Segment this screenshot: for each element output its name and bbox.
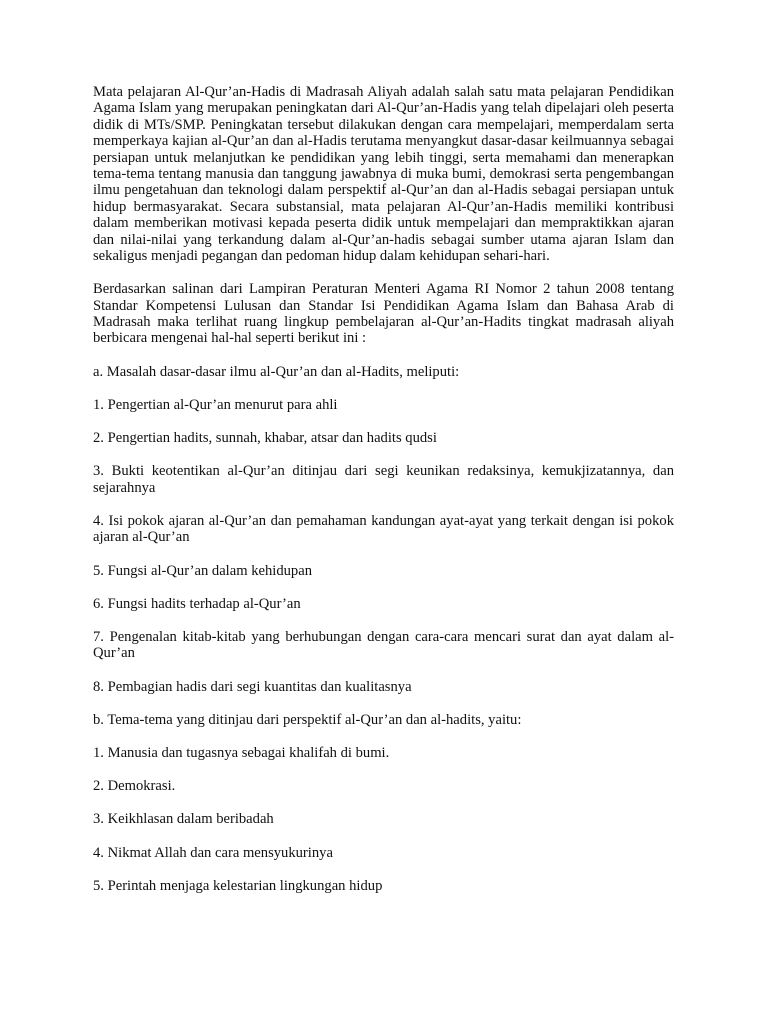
document-page (93, 84, 674, 911)
list-item: 2. Demokrasi. (93, 778, 176, 795)
section-b-heading: b. Tema-tema yang ditinjau dari perspektif al-Qur’an dan al-hadits, yaitu: (93, 711, 522, 728)
list-item: 5. Fungsi al-Qur’an dalam kehidupan (93, 562, 312, 579)
list-item: 1. Pengertian al-Qur’an menurut para ahli (93, 396, 338, 413)
list-item: 2. Pengertian hadits, sunnah, khabar, atsar dan hadits qudsi (93, 430, 437, 447)
scope-paragraph: Berdasarkan salinan dari Lampiran Peraturan Menteri Agama RI Nomor 2 tahun 2008 tentang Standar Kompetensi Lulusan dan Standar Isi Pendidikan Agama Islam dan Bahasa Arab di Madrasah maka terlihat ruang lingkup pembelajaran al-Qur’an-Hadits tingkat madrasah aliyah berbicara mengenai hal-hal seperti berikut ini : (93, 281, 674, 347)
list-item: 6. Fungsi hadits terhadap al-Qur’an (93, 595, 301, 612)
list-item: 8. Pembagian hadis dari segi kuantitas dan kualitasnya (93, 678, 412, 695)
list-item: 4. Isi pokok ajaran al-Qur’an dan pemahaman kandungan ayat-ayat yang terkait dengan isi pokok ajaran al-Qur’an (93, 512, 674, 546)
list-item: 3. Bukti keotentikan al-Qur’an ditinjau dari segi keunikan redaksinya, kemukjizatannya, dan sejarahnya (93, 463, 674, 496)
list-item: 1. Manusia dan tugasnya sebagai khalifah di bumi. (93, 744, 390, 761)
section-a-heading: a. Masalah dasar-dasar ilmu al-Qur’an dan al-Hadits, meliputi: (93, 363, 460, 380)
list-item: 4. Nikmat Allah dan cara mensyukurinya (93, 844, 333, 861)
list-item: 7. Pengenalan kitab-kitab yang berhubungan dengan cara-cara mencari surat dan ayat dalam al-Qur’an (93, 628, 674, 662)
intro-paragraph: Mata pelajaran Al-Qur’an-Hadis di Madrasah Aliyah adalah salah satu mata pelajaran Pendidikan Agama Islam yang merupakan peningkatan dari Al-Qur’an-Hadis yang telah dipelajari oleh peserta didik di MTs/SMP. Peningkatan tersebut dilakukan dengan cara mempelajari, memperdalam serta memperkaya kajian al-Qur’an dan al-Hadis terutama menyangkut dasar-dasar keilmuannya sebagai persiapan untuk melanjutkan ke pendidikan yang lebih tinggi, serta memahami dan menerapkan tema-tema tentang manusia dan tanggung jawabnya di muka bumi, demokrasi serta pengembangan ilmu pengetahuan dan teknologi dalam perspektif al-Qur’an dan al-Hadis sebagai persiapan untuk hidup bermasyarakat. Secara substansial, mata pelajaran Al-Qur’an-Hadis memiliki kontribusi dalam memberikan motivasi kepada peserta didik untuk mempelajari dan mempraktikkan ajaran dan nilai-nilai yang terkandung dalam al-Qur’an-hadis sebagai sumber utama ajaran Islam dan sekaligus menjadi pegangan dan pedoman hidup dalam kehidupan sehari-hari. (93, 84, 674, 265)
list-item: 5. Perintah menjaga kelestarian lingkungan hidup (93, 877, 383, 894)
list-item: 3. Keikhlasan dalam beribadah (93, 811, 274, 828)
